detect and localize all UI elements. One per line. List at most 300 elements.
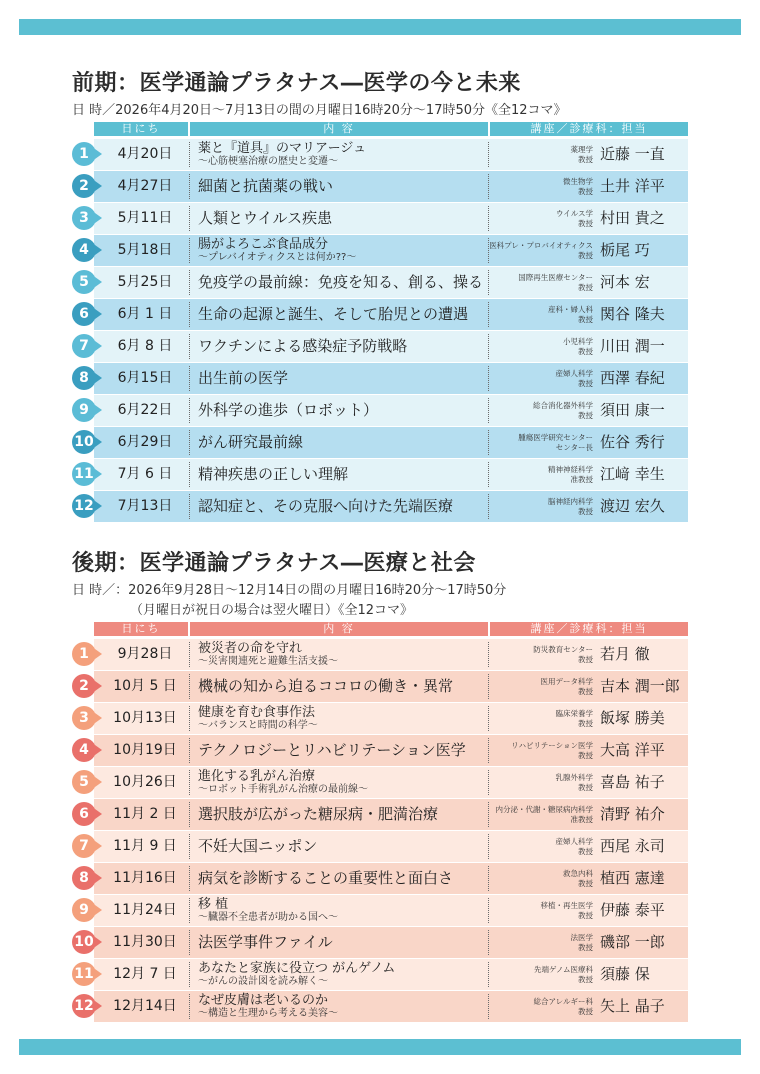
chevron-right-icon <box>95 277 102 287</box>
lecturer-department: 総合消化器外科学 <box>533 400 593 410</box>
lecturer-department-cell <box>492 799 593 830</box>
lecture-date: 6月15日 <box>117 370 173 386</box>
lecturer-department: 腫瘍医学研究センター <box>518 432 593 442</box>
column-divider <box>189 206 190 231</box>
lecture-topic: 健康を育む食事作法 <box>198 705 316 720</box>
lecture-date: 10月26日 <box>113 774 177 790</box>
lecturer-position: 教授 <box>578 782 593 792</box>
column-divider <box>189 494 190 519</box>
chevron-right-icon <box>95 501 102 511</box>
column-divider <box>189 430 190 455</box>
lecturer-position: 准教授 <box>570 474 593 484</box>
column-divider <box>488 334 489 359</box>
lecture-topic-cell <box>198 671 484 702</box>
lecture-row <box>72 331 688 362</box>
lecture-number-badge: 5 <box>72 770 96 794</box>
lecturer-name: 渡辺 宏久 <box>600 497 665 515</box>
column-divider <box>488 174 489 199</box>
lecture-number-badge: 2 <box>72 174 96 198</box>
lecture-row <box>72 959 688 990</box>
lecturer-name: 矢上 晶子 <box>600 997 665 1015</box>
lecture-topic-cell <box>198 895 484 926</box>
lecture-topic: 法医学事件ファイル <box>198 933 333 951</box>
column-divider <box>189 642 190 667</box>
lecturer-name: 吉本 潤一郎 <box>600 677 680 695</box>
lecturer-department-cell <box>492 203 593 234</box>
lecture-number-badge: 7 <box>72 834 96 858</box>
lecture-topic: 進化する乳がん治療 <box>198 769 316 784</box>
lecturer-name: 近藤 一直 <box>600 145 665 163</box>
lecture-topic: なぜ皮膚は老いるのか <box>198 993 329 1008</box>
chevron-right-icon <box>95 873 102 883</box>
lecturer-department-cell <box>492 767 593 798</box>
chevron-right-icon <box>95 809 102 819</box>
lecture-date: 6月22日 <box>117 402 173 418</box>
lecturer-position: 教授 <box>578 974 593 984</box>
lecturer-department: 救急内科 <box>563 868 593 878</box>
lecture-number-badge: 9 <box>72 898 96 922</box>
lecture-row <box>72 459 688 490</box>
lecturer-position: 教授 <box>578 942 593 952</box>
column-divider <box>488 738 489 763</box>
lecture-date: 6月29日 <box>117 434 173 450</box>
lecturer-department: 小児科学 <box>563 336 593 346</box>
lecturer-department-cell <box>492 703 593 734</box>
column-divider <box>189 270 190 295</box>
column-divider <box>488 366 489 391</box>
column-divider <box>488 674 489 699</box>
chevron-right-icon <box>95 213 102 223</box>
lecturer-department: 臨床栄養学 <box>555 708 593 718</box>
lecture-topic-cell <box>198 299 484 330</box>
first-term-title: 前期：医学通論プラタナス―医学の今と未来 <box>72 71 521 96</box>
lecture-number-badge: 10 <box>72 430 96 454</box>
second-term-title: 後期：医学通論プラタナス―医療と社会 <box>72 551 476 576</box>
first-term-section <box>72 66 688 523</box>
lecture-date: 10月13日 <box>113 710 177 726</box>
lecture-topic-cell <box>198 395 484 426</box>
lecturer-name: 大高 洋平 <box>600 741 665 759</box>
lecture-number-badge: 12 <box>72 494 96 518</box>
column-divider <box>189 706 190 731</box>
lecturer-department: 産婦人科学 <box>555 368 593 378</box>
lecture-topic-cell <box>198 203 484 234</box>
lecturer-position: 教授 <box>578 186 593 196</box>
lecture-row <box>72 203 688 234</box>
column-divider <box>488 898 489 923</box>
header-lecturer: 講座／診療科：担当 <box>490 622 688 636</box>
second-table-header <box>94 622 688 636</box>
lecturer-department-cell <box>492 639 593 670</box>
column-divider <box>488 206 489 231</box>
lecturer-position: 教授 <box>578 378 593 388</box>
lecture-number-badge: 6 <box>72 302 96 326</box>
lecture-number-badge: 9 <box>72 398 96 422</box>
lecture-topic-cell <box>198 863 484 894</box>
lecture-topic: 生命の起源と誕生、そして胎児との遭遇 <box>198 305 469 323</box>
lecture-number-badge: 3 <box>72 706 96 730</box>
lecture-date: 5月25日 <box>117 274 173 290</box>
lecturer-name: 西尾 永司 <box>600 837 665 855</box>
lecture-row <box>72 363 688 394</box>
lecturer-name: 飯塚 勝美 <box>600 709 665 727</box>
lecture-date: 4月20日 <box>117 146 173 162</box>
lecture-topic-cell <box>198 831 484 862</box>
column-divider <box>189 770 190 795</box>
lecture-topic-cell <box>198 959 484 990</box>
lecture-date: 12月14日 <box>113 998 177 1014</box>
column-divider <box>488 866 489 891</box>
lecture-date: 7月 6 日 <box>117 466 173 482</box>
lecture-row <box>72 139 688 170</box>
lecturer-department: 移植・再生医学 <box>540 900 593 910</box>
lecture-number-badge: 7 <box>72 334 96 358</box>
lecturer-position: 教授 <box>578 686 593 696</box>
lecturer-department-cell <box>489 235 593 266</box>
lecturer-position: 教授 <box>578 154 593 164</box>
chevron-right-icon <box>95 713 102 723</box>
lecturer-name: 喜島 祐子 <box>600 773 665 791</box>
lecturer-name: 佐谷 秀行 <box>600 433 665 451</box>
lecturer-department: 薬理学 <box>570 144 593 154</box>
column-divider <box>189 366 190 391</box>
lecture-date: 11月30日 <box>113 934 177 950</box>
lecturer-department-cell <box>492 671 593 702</box>
lecture-row <box>72 639 688 670</box>
lecture-topic-cell <box>198 735 484 766</box>
lecture-number-badge: 3 <box>72 206 96 230</box>
lecture-number-badge: 5 <box>72 270 96 294</box>
chevron-right-icon <box>95 681 102 691</box>
lecture-date: 5月18日 <box>117 242 173 258</box>
lecture-topic: 病気を診断することの重要性と面白さ <box>198 869 454 887</box>
chevron-right-icon <box>95 649 102 659</box>
lecture-row <box>72 267 688 298</box>
lecture-topic: 移 植 <box>198 897 229 912</box>
header-content: 内 容 <box>190 122 488 136</box>
lecture-row <box>72 427 688 458</box>
lecture-row <box>72 395 688 426</box>
lecture-topic-cell <box>198 639 484 670</box>
lecture-number-badge: 1 <box>72 642 96 666</box>
column-divider <box>488 642 489 667</box>
lecture-topic-cell <box>198 767 484 798</box>
column-divider <box>488 270 489 295</box>
lecture-topic: 細菌と抗菌薬の戦い <box>198 177 334 195</box>
lecture-date: 11月 9 日 <box>113 838 177 854</box>
column-divider <box>488 398 489 423</box>
lecturer-position: 教授 <box>578 250 593 260</box>
first-lecture-list <box>72 139 688 522</box>
lecture-date: 6月 1 日 <box>117 306 173 322</box>
lecturer-position: 教授 <box>578 314 593 324</box>
lecture-topic-cell <box>198 799 484 830</box>
lecture-number-badge: 11 <box>72 962 96 986</box>
lecturer-position: 教授 <box>578 506 593 516</box>
lecturer-name: 須藤 保 <box>600 965 650 983</box>
lecturer-department-cell <box>492 459 593 490</box>
column-divider <box>488 994 489 1019</box>
lecture-number-badge: 11 <box>72 462 96 486</box>
lecture-row <box>72 299 688 330</box>
lecturer-department-cell <box>492 171 593 202</box>
lecture-topic: 薬と『道具』のマリアージュ <box>198 141 367 156</box>
lecture-date: 10月 5 日 <box>113 678 177 694</box>
lecturer-department: 法医学 <box>570 932 593 942</box>
lecturer-position: 教授 <box>578 410 593 420</box>
chevron-right-icon <box>95 405 102 415</box>
second-term-schedule: 日 時／：2026年9月28日～12月14日の間の月曜日16時20分～17時50分 <box>72 583 507 598</box>
lecture-topic: 出生前の医学 <box>198 369 289 387</box>
lecture-date: 4月27日 <box>117 178 173 194</box>
lecturer-position: 教授 <box>578 910 593 920</box>
lecture-topic: 認知症と、その克服へ向けた先端医療 <box>198 497 454 515</box>
lecture-row <box>72 735 688 766</box>
lecturer-name: 若月 徹 <box>600 645 650 663</box>
lecturer-department: 国際再生医療センター <box>518 272 593 282</box>
lecturer-name: 清野 祐介 <box>600 805 665 823</box>
column-divider <box>488 930 489 955</box>
chevron-right-icon <box>95 969 102 979</box>
lecture-row <box>72 491 688 522</box>
lecturer-department-cell <box>492 331 593 362</box>
lecture-date: 11月 2 日 <box>113 806 177 822</box>
column-divider <box>488 302 489 327</box>
lecturer-department: 内分泌・代謝・糖尿病内科学 <box>495 804 593 814</box>
lecture-topic: 精神疾患の正しい理解 <box>198 465 349 483</box>
column-divider <box>488 462 489 487</box>
column-divider <box>189 962 190 987</box>
lecture-date: 5月11日 <box>117 210 173 226</box>
lecturer-position: 教授 <box>578 750 593 760</box>
lecturer-department: 防災教育センター <box>533 644 593 654</box>
lecturer-department: リハビリテーション医学 <box>511 740 593 750</box>
lecture-date: 7月13日 <box>117 498 173 514</box>
header-lecturer: 講座／診療科：担当 <box>490 122 688 136</box>
second-term-schedule-note: （月曜日が祝日の場合は翌火曜日）《全12コマ》 <box>130 603 414 618</box>
lecturer-position: 教授 <box>578 718 593 728</box>
lecturer-position: 教授 <box>578 878 593 888</box>
lecture-date: 9月28日 <box>117 646 173 662</box>
lecturer-department: 産科・婦人科 <box>548 304 593 314</box>
column-divider <box>189 462 190 487</box>
column-divider <box>488 494 489 519</box>
lecturer-name: 関谷 隆夫 <box>600 305 665 323</box>
lecturer-department-cell <box>492 363 593 394</box>
lecturer-department-cell <box>492 139 593 170</box>
column-divider <box>189 334 190 359</box>
column-divider <box>189 238 190 263</box>
lecturer-department-cell <box>492 959 593 990</box>
header-date: 日にち <box>94 622 188 636</box>
lecture-number-badge: 10 <box>72 930 96 954</box>
lecture-topic-cell <box>198 235 484 266</box>
lecture-row <box>72 171 688 202</box>
lecture-topic-cell <box>198 363 484 394</box>
lecturer-department-cell <box>492 299 593 330</box>
lecturer-department: 産婦人科学 <box>555 836 593 846</box>
lecture-topic: 機械の知から迫るココロの働き・異常 <box>198 677 454 695</box>
column-divider <box>189 142 190 167</box>
lecturer-department-cell <box>492 927 593 958</box>
chevron-right-icon <box>95 245 102 255</box>
lecture-number-badge: 4 <box>72 238 96 262</box>
column-divider <box>189 302 190 327</box>
second-term-section <box>72 546 688 1023</box>
lecturer-department-cell <box>492 991 593 1022</box>
lecture-date: 11月16日 <box>113 870 177 886</box>
lecture-date: 11月24日 <box>113 902 177 918</box>
lecture-topic-cell <box>198 139 484 170</box>
lecture-subtitle: ～バランスと時間の科学～ <box>198 720 318 731</box>
lecture-topic-cell <box>198 331 484 362</box>
lecturer-name: 土井 洋平 <box>600 177 665 195</box>
lecture-topic: 被災者の命を守れ <box>198 641 303 656</box>
lecturer-department-cell <box>492 863 593 894</box>
lecturer-name: 磯部 一郎 <box>600 933 665 951</box>
lecture-topic: 人類とウイルス疾患 <box>198 209 333 227</box>
column-divider <box>189 674 190 699</box>
chevron-right-icon <box>95 437 102 447</box>
lecture-topic-cell <box>198 703 484 734</box>
lecture-topic: 選択肢が広がった糖尿病・肥満治療 <box>198 805 439 823</box>
lecturer-position: 教授 <box>578 654 593 664</box>
lecture-row <box>72 927 688 958</box>
column-divider <box>189 834 190 859</box>
lecture-topic: 腸がよろこぶ食品成分 <box>198 237 329 252</box>
second-lecture-list <box>72 639 688 1022</box>
first-table-header <box>94 122 688 136</box>
column-divider <box>488 430 489 455</box>
lecture-number-badge: 2 <box>72 674 96 698</box>
column-divider <box>488 706 489 731</box>
column-divider <box>189 398 190 423</box>
header-content: 内 容 <box>190 622 488 636</box>
lecture-row <box>72 991 688 1022</box>
column-divider <box>488 834 489 859</box>
lecture-date: 12月 7 日 <box>113 966 177 982</box>
lecture-subtitle: ～構造と生理から考える美容～ <box>198 1008 338 1019</box>
lecturer-position: センター長 <box>555 442 593 452</box>
bottom-accent-bar <box>19 1039 741 1055</box>
lecture-row <box>72 235 688 266</box>
lecturer-department-cell <box>492 735 593 766</box>
lecture-topic: 外科学の進歩（ロボット） <box>198 401 379 419</box>
lecture-row <box>72 799 688 830</box>
lecturer-name: 西澤 春紀 <box>600 369 665 387</box>
chevron-right-icon <box>95 309 102 319</box>
lecture-row <box>72 703 688 734</box>
column-divider <box>189 738 190 763</box>
column-divider <box>189 994 190 1019</box>
lecturer-name: 河本 宏 <box>600 273 650 291</box>
lecture-topic-cell <box>198 927 484 958</box>
lecture-date: 6月 8 日 <box>117 338 173 354</box>
column-divider <box>488 142 489 167</box>
lecturer-department: 医科プレ・プロバイオティクス <box>489 240 593 250</box>
column-divider <box>189 866 190 891</box>
lecturer-department: 総合アレルギー科 <box>533 996 593 1006</box>
lecture-number-badge: 6 <box>72 802 96 826</box>
lecturer-position: 准教授 <box>570 814 593 824</box>
chevron-right-icon <box>95 1001 102 1011</box>
lecture-row <box>72 863 688 894</box>
column-divider <box>488 770 489 795</box>
chevron-right-icon <box>95 905 102 915</box>
lecturer-department-cell <box>492 395 593 426</box>
lecturer-name: 江﨑 幸生 <box>600 465 665 483</box>
lecture-topic-cell <box>198 991 484 1022</box>
lecturer-department: 微生物学 <box>563 176 593 186</box>
lecturer-position: 教授 <box>578 1006 593 1016</box>
lecture-subtitle: ～災害関連死と避難生活支援～ <box>198 656 338 667</box>
first-term-schedule: 日 時／2026年4月20日～7月13日の間の月曜日16時20分～17時50分《全12コマ》 <box>72 103 567 118</box>
lecturer-position: 教授 <box>578 846 593 856</box>
lecture-row <box>72 671 688 702</box>
lecturer-position: 教授 <box>578 218 593 228</box>
lecture-number-badge: 12 <box>72 994 96 1018</box>
lecture-topic: ワクチンによる感染症予防戦略 <box>198 337 408 355</box>
chevron-right-icon <box>95 841 102 851</box>
chevron-right-icon <box>95 341 102 351</box>
lecture-topic-cell <box>198 171 484 202</box>
lecture-topic-cell <box>198 459 484 490</box>
lecture-row <box>72 895 688 926</box>
lecture-subtitle: ～臓器不全患者が助かる国へ～ <box>198 912 338 923</box>
column-divider <box>189 802 190 827</box>
header-date: 日にち <box>94 122 188 136</box>
lecture-topic: がん研究最前線 <box>198 433 304 451</box>
lecture-subtitle: ～がんの設計図を読み解く～ <box>198 976 328 987</box>
lecture-subtitle: ～心筋梗塞治療の歴史と変遷～ <box>198 156 338 167</box>
chevron-right-icon <box>95 469 102 479</box>
column-divider <box>488 802 489 827</box>
chevron-right-icon <box>95 373 102 383</box>
chevron-right-icon <box>95 745 102 755</box>
lecture-number-badge: 8 <box>72 366 96 390</box>
chevron-right-icon <box>95 181 102 191</box>
lecture-number-badge: 8 <box>72 866 96 890</box>
lecture-row <box>72 831 688 862</box>
lecture-topic: あなたと家族に役立つ がんゲノム <box>198 961 396 976</box>
lecture-topic-cell <box>198 427 484 458</box>
lecturer-department: 先端ゲノム医療科 <box>534 964 593 974</box>
chevron-right-icon <box>95 777 102 787</box>
lecture-subtitle: ～プレバイオティクスとは何か??～ <box>198 252 357 263</box>
lecture-row <box>72 767 688 798</box>
lecturer-department-cell <box>492 831 593 862</box>
lecture-subtitle: ～ロボット手術乳がん治療の最前線～ <box>198 784 368 795</box>
lecturer-department-cell <box>492 491 593 522</box>
chevron-right-icon <box>95 937 102 947</box>
lecturer-department: 医用データ科学 <box>540 676 593 686</box>
lecturer-department: 精神神経科学 <box>548 464 593 474</box>
lecturer-department-cell <box>492 895 593 926</box>
lecturer-department-cell <box>492 267 593 298</box>
lecture-date: 10月19日 <box>113 742 177 758</box>
chevron-right-icon <box>95 149 102 159</box>
lecturer-department-cell <box>492 427 593 458</box>
lecture-topic: 免疫学の最前線：免疫を知る、創る、操る <box>198 273 484 291</box>
lecturer-name: 川田 潤一 <box>600 337 665 355</box>
lecturer-department: 脳神経内科学 <box>548 496 593 506</box>
lecture-number-badge: 4 <box>72 738 96 762</box>
column-divider <box>189 930 190 955</box>
lecturer-department: ウイルス学 <box>555 208 593 218</box>
top-accent-bar <box>19 19 741 35</box>
lecture-topic: テクノロジーとリハビリテーション医学 <box>198 741 466 759</box>
lecture-topic: 不妊大国ニッポン <box>198 837 318 855</box>
